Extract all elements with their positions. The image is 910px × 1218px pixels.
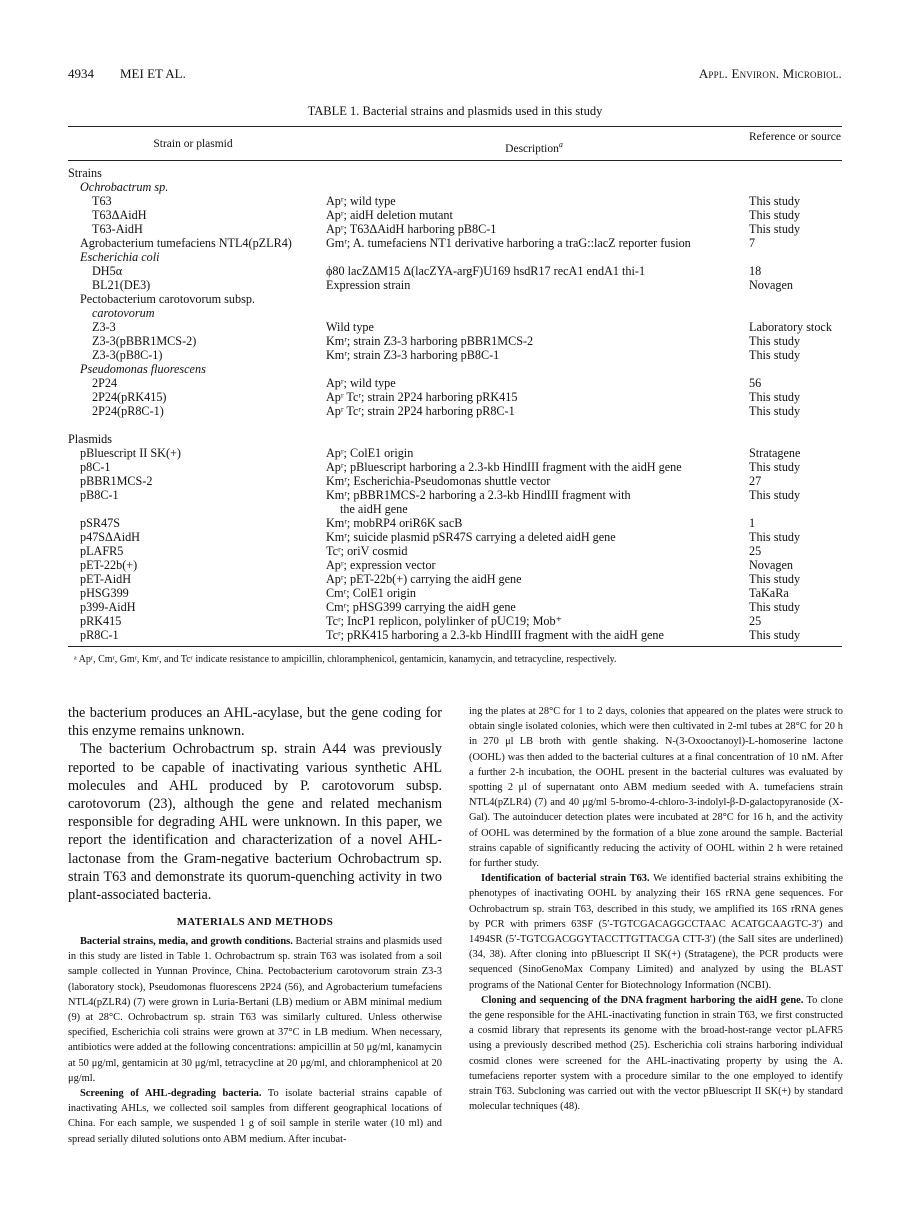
table-row [68, 530, 842, 544]
cell-reference: This study [749, 348, 801, 362]
table-row [68, 222, 842, 236]
cell-strain: 2P24 [92, 376, 118, 390]
table-body [68, 166, 842, 642]
running-head [68, 66, 842, 86]
cell-description: Apʳ; ColE1 origin [326, 446, 414, 460]
table-row [68, 404, 842, 418]
cell-description: Kmʳ; Escherichia-Pseudomonas shuttle vector [326, 474, 551, 488]
table-row [68, 558, 842, 572]
cell-reference: This study [749, 460, 801, 474]
cell-reference: Stratagene [749, 446, 801, 460]
table-row [68, 628, 842, 642]
cell-description: Expression strain [326, 278, 411, 292]
cell-strain: pSR47S [80, 516, 120, 530]
cell-strain: pBluescript II SK(+) [80, 446, 181, 460]
cell-strain: carotovorum [92, 306, 155, 320]
cell-reference: This study [749, 488, 801, 502]
cell-description: Apʳ; pET-22b(+) carrying the aidH gene [326, 572, 522, 586]
cell-reference: Laboratory stock [749, 320, 832, 334]
cell-strain: pB8C-1 [80, 488, 119, 502]
table-row [68, 306, 842, 320]
methods-paragraph-4 [469, 871, 843, 993]
methods-paragraph-5-text: To clone the gene responsible for the AHL-inactivating function in strain T63, we first constructed a cosmid library that represents its genome with the broad-host-range vector pLAFR5 using a previously described method (25). Escherichia coli strains harboring individual cosmid clones were screened for the AHL-inactivating property by using the A. tumefaciens reporter system with a procedure similar to the one employed to identify strain T63. Subcloning was carried out with the vector pBluescript II SK(+) by standard molecular techniques (48). [469, 994, 843, 1113]
cell-description: ϕ80 lacZΔM15 Δ(lacZYA-argF)U169 hsdR17 recA1 endA1 thi-1 [326, 264, 646, 278]
cell-strain: p47SΔAidH [80, 530, 140, 544]
column-header-description-note: a [558, 140, 563, 149]
cell-strain: T63 [92, 194, 112, 208]
cell-strain: pLAFR5 [80, 544, 124, 558]
methods-paragraph-2 [68, 1086, 442, 1147]
cell-reference: This study [749, 600, 801, 614]
cell-strain: BL21(DE3) [92, 278, 151, 292]
right-column-methods [469, 704, 843, 1114]
cell-strain: Z3-3(pBBR1MCS-2) [92, 334, 197, 348]
table-header-rule [68, 160, 842, 161]
cell-strain: 2P24(pR8C-1) [92, 404, 164, 418]
table-row [68, 278, 842, 292]
table-row [68, 544, 842, 558]
cell-strain: Z3-3(pB8C-1) [92, 348, 163, 362]
cell-description: Apʳ; aidH deletion mutant [326, 208, 453, 222]
table-row [68, 432, 842, 446]
table-row [68, 320, 842, 334]
cell-description: Kmʳ; pBBR1MCS-2 harboring a 2.3-kb HindIII fragment with [326, 488, 631, 502]
cell-strain: Agrobacterium tumefaciens NTL4(pZLR4) [80, 236, 292, 250]
cell-strain: Z3-3 [92, 320, 116, 334]
table-row [68, 390, 842, 404]
cell-reference: 25 [749, 544, 762, 558]
cell-description: Apʳ; T63ΔAidH harboring pB8C-1 [326, 222, 497, 236]
table-row [68, 362, 842, 376]
cell-description: Apʳ; wild type [326, 376, 396, 390]
methods-paragraph-2-heading: Screening of AHL-degrading bacteria. [80, 1088, 262, 1100]
table-row [68, 474, 842, 488]
cell-strain: pRK415 [80, 614, 122, 628]
table-spacer [68, 418, 842, 432]
cell-reference: 1 [749, 516, 756, 530]
cell-reference: Novagen [749, 278, 793, 292]
cell-strain: T63-AidH [92, 222, 143, 236]
methods-paragraph-2-text: To isolate bacterial strains capable of inactivating AHLs, we collected soil samples from different geographical locations of China. For each sample, we suspended 1 g of soil sample in sterile water (10 ml) and spread serially diluted solutions onto ABM medium. After incubat- [68, 1088, 442, 1145]
cell-description: Apʳ; expression vector [326, 558, 436, 572]
cell-reference: This study [749, 390, 801, 404]
cell-reference: This study [749, 222, 801, 236]
methods-paragraph-4-heading: Identification of bacterial strain T63. [481, 873, 650, 885]
table-row [68, 292, 842, 306]
cell-description: Tcʳ; IncP1 replicon, polylinker of pUC19; Mob⁺ [326, 614, 563, 628]
cell-strain: pR8C-1 [80, 628, 119, 642]
table-title: TABLE 1. Bacterial strains and plasmids used in this study [307, 104, 603, 118]
cell-reference: This study [749, 208, 801, 222]
cell-strain: p399-AidH [80, 600, 136, 614]
table-bottom-rule [68, 646, 842, 647]
table-row [68, 572, 842, 586]
cell-reference: This study [749, 628, 801, 642]
cell-description: Kmʳ; suicide plasmid pSR47S carrying a deleted aidH gene [326, 530, 616, 544]
column-header-strain: Strain or plasmid [153, 138, 233, 150]
cell-strain: Plasmids [68, 432, 113, 446]
table-row [68, 250, 842, 264]
cell-strain: DH5α [92, 264, 123, 278]
table-row [68, 236, 842, 250]
cell-strain: pET-22b(+) [80, 558, 138, 572]
table-row [68, 446, 842, 460]
table-footnote: ᵃ Apʳ, Cmʳ, Gmʳ, Kmʳ, and Tcʳ indicate resistance to ampicillin, chloramphenicol, gentamicin, kanamycin, and tetracycline, respectively. [74, 654, 617, 665]
cell-reference: 25 [749, 614, 762, 628]
cell-strain: pET-AidH [80, 572, 132, 586]
cell-description: Apʳ Tcʳ; strain 2P24 harboring pRK415 [326, 390, 518, 404]
table-row [68, 208, 842, 222]
intro-paragraph-2: The bacterium Ochrobactrum sp. strain A44 was previously reported to be capable of inactivating various synthetic AHL molecules and AHL produced by P. carotovorum subsp. carotovorum (23), although the gene and related mechanism responsible for degrading AHL were unknown. In this paper, we report the identification and characterization of a novel AHL-lactonase from the Gram-negative bacterium Ochrobactrum sp. strain T63 and demonstrate its quorum-quenching activity in two plant-associated bacteria. [68, 741, 442, 904]
section-heading: MATERIALS AND METHODS [176, 916, 334, 928]
cell-description: Wild type [326, 320, 374, 334]
cell-reference: TaKaRa [749, 586, 789, 600]
cell-description-continued: the aidH gene [340, 502, 408, 516]
column-header-reference: Reference or source [749, 131, 841, 143]
cell-strain: Pectobacterium carotovorum subsp. [80, 292, 255, 306]
methods-paragraph-4-text: We identified bacterial strains exhibiting the phenotypes of inactivating OOHL by analyzing their 16S rRNA gene sequences. For Ochrobactrum sp. strain T63, described in this study, we amplified its 16S rRNA genes by PCR with primers 63SF (5′-TGTCGACAGGCCTAAC ACATGCAAGTC-3′) and 1494SR (5′-TGTCGACGGYTACCTTGTTACGA CTT-3′) (the SalI sites are underlined) (34, 38). After cloning into pBluescript II SK(+) (Stratagene), the PCR products were sequenced (SinoGenoMax Company Limited) and analyzed by using the BLAST programs of the National Center for Biotechnology Information (NCBI). [469, 873, 843, 991]
cell-reference: This study [749, 572, 801, 586]
table-row [68, 460, 842, 474]
left-column-intro [68, 704, 442, 904]
column-header-description-label: Description [505, 142, 559, 155]
table-row [68, 376, 842, 390]
cell-description: Apʳ Tcʳ; strain 2P24 harboring pR8C-1 [326, 404, 515, 418]
left-column-methods [68, 934, 442, 1147]
table-row [68, 166, 842, 180]
cell-reference: This study [749, 334, 801, 348]
table-row [68, 614, 842, 628]
cell-strain: pHSG399 [80, 586, 129, 600]
cell-reference: This study [749, 530, 801, 544]
table-row [68, 334, 842, 348]
cell-reference: 18 [749, 264, 762, 278]
cell-reference: 56 [749, 376, 762, 390]
cell-description: Tcʳ; oriV cosmid [326, 544, 408, 558]
table-row [68, 348, 842, 362]
intro-paragraph-1: the bacterium produces an AHL-acylase, but the gene coding for this enzyme remains unknown. [68, 705, 442, 740]
methods-paragraph-1 [68, 934, 442, 1086]
cell-strain: 2P24(pRK415) [92, 390, 167, 404]
cell-description: Kmʳ; strain Z3-3 harboring pBBR1MCS-2 [326, 334, 534, 348]
cell-reference: This study [749, 194, 801, 208]
table-row [68, 600, 842, 614]
cell-description: Apʳ; wild type [326, 194, 396, 208]
cell-strain: pBBR1MCS-2 [80, 474, 153, 488]
cell-description: Apʳ; pBluescript harboring a 2.3-kb HindIII fragment with the aidH gene [326, 460, 682, 474]
cell-description: Kmʳ; mobRP4 oriR6K sacB [326, 516, 463, 530]
methods-paragraph-1-text: Bacterial strains and plasmids used in this study are listed in Table 1. Ochrobactrum sp. strain T63 was isolated from a soil sample collected in Yunnan Province, China. Pectobacterium carotovorum strain Z3-3 (laboratory stock), Pseudomonas fluorescens 2P24 (56), and Agrobacterium tumefaciens NTL4(pZLR4) (7) were grown in Luria-Bertani (LB) medium or ABM minimal medium (9) at 28°C. Ochrobactrum sp. strain T63 was similarly cultured. Unless otherwise specified, Escherichia coli strains were grown at 37°C in LB medium. When necessary, antibiotics were added at the following concentrations: ampicillin at 50 μg/ml, kanamycin at 50 μg/ml, gentamicin at 30 μg/ml, tetracycline at 20 μg/ml, and chloramphenicol at 20 μg/ml. [68, 936, 442, 1084]
table-top-rule [68, 126, 842, 127]
cell-description: Cmʳ; pHSG399 carrying the aidH gene [326, 600, 516, 614]
table-row [68, 488, 842, 516]
running-authors: MEI ET AL. [120, 66, 186, 81]
page-number: 4934 [68, 66, 94, 81]
cell-description: Cmʳ; ColE1 origin [326, 586, 416, 600]
journal-name: Appl. Environ. Microbiol. [698, 66, 842, 81]
cell-strain: Pseudomonas fluorescens [80, 362, 206, 376]
table-row [68, 586, 842, 600]
cell-strain: Escherichia coli [80, 250, 160, 264]
cell-description: Tcʳ; pRK415 harboring a 2.3-kb HindIII fragment with the aidH gene [326, 628, 664, 642]
cell-strain: Ochrobactrum sp. [80, 180, 169, 194]
cell-reference: 7 [749, 236, 756, 250]
table-row [68, 264, 842, 278]
table-row [68, 516, 842, 530]
methods-paragraph-3: ing the plates at 28°C for 1 to 2 days, colonies that appeared on the plates were struck to obtain single isolated colonies, which were then cultivated in 2-ml tubes at 28°C for 20 h in 270 μl LB broth with gentle shaking. N-(3-Oxooctanoyl)-L-homoserine lactone (OOHL) was then added to the bacterial cultures at a final concentration of 10 nM. After a further 2-h incubation, the OOHL present in the bacterial cultures was evaluated by spotting 2 μl of supernatant onto ABM medium seeded with A. tumefaciens strain NTL4(pZLR4) (7) and 40 μg/ml 5-bromo-4-chloro-3-indolyl-β-D-galactopyranoside (X-Gal). The autoinducer detection plates were incubated at 28°C for 16 h, and the activity of OOHL was determined by the formation of a blue zone around the sample. Bacterial strains capable of significantly reducing the activity of OOHL within 2 h were retained for further study. [469, 706, 843, 870]
methods-paragraph-5-heading: Cloning and sequencing of the DNA fragment harboring the aidH gene. [481, 994, 804, 1006]
column-header-description [322, 138, 746, 156]
methods-paragraph-5 [469, 993, 843, 1115]
cell-strain: p8C-1 [80, 460, 111, 474]
methods-paragraph-1-heading: Bacterial strains, media, and growth conditions. [80, 936, 293, 947]
cell-description: Gmʳ; A. tumefaciens NT1 derivative harboring a traG::lacZ reporter fusion [326, 236, 691, 250]
cell-reference: Novagen [749, 558, 793, 572]
table-row [68, 180, 842, 194]
cell-strain: Strains [68, 166, 102, 180]
cell-reference: 27 [749, 474, 762, 488]
cell-strain: T63ΔAidH [92, 208, 147, 222]
cell-reference: This study [749, 404, 801, 418]
table-row [68, 194, 842, 208]
cell-description: Kmʳ; strain Z3-3 harboring pB8C-1 [326, 348, 500, 362]
